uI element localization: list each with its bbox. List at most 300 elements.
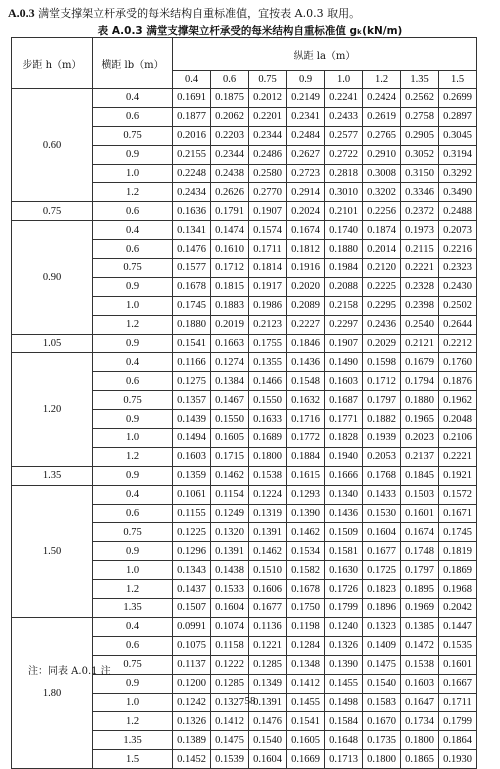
value-cell: 0.1965 xyxy=(401,410,439,429)
value-cell: 0.1274 xyxy=(211,353,249,372)
lb-cell: 0.6 xyxy=(93,240,173,259)
lb-cell: 1.2 xyxy=(93,447,173,466)
value-cell: 0.1875 xyxy=(211,89,249,108)
value-cell: 0.1678 xyxy=(173,277,211,296)
value-cell: 0.1677 xyxy=(363,542,401,561)
value-cell: 0.1907 xyxy=(325,334,363,353)
value-cell: 0.2818 xyxy=(325,164,363,183)
value-cell: 0.2062 xyxy=(211,107,249,126)
la-header-cell: 1.5 xyxy=(439,71,477,89)
value-cell: 0.1984 xyxy=(325,259,363,278)
value-cell: 0.2158 xyxy=(325,296,363,315)
value-cell: 0.1605 xyxy=(287,731,325,750)
value-cell: 0.3008 xyxy=(363,164,401,183)
value-cell: 0.1577 xyxy=(173,259,211,278)
value-cell: 0.1791 xyxy=(211,202,249,221)
value-cell: 0.1799 xyxy=(325,599,363,618)
value-cell: 0.1240 xyxy=(325,617,363,636)
value-cell: 0.1671 xyxy=(439,504,477,523)
value-cell: 0.2201 xyxy=(249,107,287,126)
value-cell: 0.2562 xyxy=(401,89,439,108)
value-cell: 0.2914 xyxy=(287,183,325,202)
value-cell: 0.1533 xyxy=(211,580,249,599)
value-cell: 0.1615 xyxy=(287,466,325,485)
value-cell: 0.2020 xyxy=(287,277,325,296)
value-cell: 0.1677 xyxy=(249,599,287,618)
value-cell: 0.1391 xyxy=(249,693,287,712)
value-cell: 0.1320 xyxy=(211,523,249,542)
lb-cell: 1.0 xyxy=(93,693,173,712)
lb-cell: 1.5 xyxy=(93,750,173,769)
value-cell: 0.1601 xyxy=(401,504,439,523)
value-cell: 0.1225 xyxy=(173,523,211,542)
table-row xyxy=(12,353,477,372)
value-cell: 0.1986 xyxy=(249,296,287,315)
value-cell: 0.2436 xyxy=(363,315,401,334)
value-cell: 0.2438 xyxy=(211,164,249,183)
value-cell: 0.1921 xyxy=(439,466,477,485)
value-cell: 0.2120 xyxy=(363,259,401,278)
value-cell: 0.1355 xyxy=(249,353,287,372)
value-cell: 0.1319 xyxy=(249,504,287,523)
value-cell: 0.1357 xyxy=(173,391,211,410)
value-cell: 0.2910 xyxy=(363,145,401,164)
step-cell: 0.60 xyxy=(12,89,93,202)
value-cell: 0.2203 xyxy=(211,126,249,145)
value-cell: 0.1812 xyxy=(287,240,325,259)
lb-cell: 0.4 xyxy=(93,89,173,108)
value-cell: 0.2398 xyxy=(401,296,439,315)
value-cell: 0.2580 xyxy=(249,164,287,183)
value-cell: 0.1689 xyxy=(249,429,287,448)
value-cell: 0.1475 xyxy=(211,731,249,750)
lb-cell: 0.6 xyxy=(93,504,173,523)
value-cell: 0.2344 xyxy=(211,145,249,164)
value-cell: 0.1412 xyxy=(211,712,249,731)
step-cell: 1.35 xyxy=(12,466,93,485)
value-cell: 0.2053 xyxy=(363,447,401,466)
value-cell: 0.1343 xyxy=(173,561,211,580)
value-cell: 0.1713 xyxy=(325,750,363,769)
la-header-cell: 1.35 xyxy=(401,71,439,89)
lb-cell: 1.0 xyxy=(93,561,173,580)
value-cell: 0.1490 xyxy=(325,353,363,372)
value-cell: 0.1412 xyxy=(287,674,325,693)
la-header-cell: 0.9 xyxy=(287,71,325,89)
value-cell: 0.1667 xyxy=(439,674,477,693)
value-cell: 0.1797 xyxy=(363,391,401,410)
value-cell: 0.1716 xyxy=(287,410,325,429)
la-header-cell: 0.4 xyxy=(173,71,211,89)
value-cell: 0.1633 xyxy=(249,410,287,429)
value-cell: 0.1869 xyxy=(439,561,477,580)
value-cell: 0.2121 xyxy=(401,334,439,353)
lb-cell: 0.6 xyxy=(93,202,173,221)
value-cell: 0.1439 xyxy=(173,410,211,429)
value-cell: 0.1772 xyxy=(287,429,325,448)
value-cell: 0.2073 xyxy=(439,221,477,240)
value-cell: 0.2019 xyxy=(211,315,249,334)
lb-cell: 0.75 xyxy=(93,523,173,542)
value-cell: 0.1474 xyxy=(211,221,249,240)
value-cell: 0.1630 xyxy=(325,561,363,580)
value-cell: 0.1800 xyxy=(249,447,287,466)
value-cell: 0.1447 xyxy=(439,617,477,636)
value-cell: 0.1647 xyxy=(401,693,439,712)
value-cell: 0.2297 xyxy=(325,315,363,334)
value-cell: 0.1740 xyxy=(325,221,363,240)
value-cell: 0.2644 xyxy=(439,315,477,334)
value-cell: 0.1541 xyxy=(173,334,211,353)
value-cell: 0.1137 xyxy=(173,655,211,674)
value-cell: 0.1939 xyxy=(363,429,401,448)
value-cell: 0.2626 xyxy=(211,183,249,202)
value-cell: 0.1670 xyxy=(363,712,401,731)
value-cell: 0.1327 xyxy=(211,693,249,712)
value-cell: 0.1242 xyxy=(173,693,211,712)
value-cell: 0.1535 xyxy=(439,636,477,655)
lb-cell: 0.9 xyxy=(93,277,173,296)
value-cell: 0.1882 xyxy=(363,410,401,429)
value-cell: 0.1326 xyxy=(325,636,363,655)
value-cell: 0.1323 xyxy=(363,617,401,636)
clause-number: A.0.3 xyxy=(8,6,35,20)
value-cell: 0.2323 xyxy=(439,259,477,278)
value-cell: 0.1940 xyxy=(325,447,363,466)
value-cell: 0.2227 xyxy=(287,315,325,334)
value-cell: 0.1917 xyxy=(249,277,287,296)
value-cell: 0.1507 xyxy=(173,599,211,618)
value-cell: 0.1916 xyxy=(287,259,325,278)
value-cell: 0.1340 xyxy=(325,485,363,504)
la-header-cell: 0.75 xyxy=(249,71,287,89)
value-cell: 0.2341 xyxy=(287,107,325,126)
value-cell: 0.2619 xyxy=(363,107,401,126)
value-cell: 0.2484 xyxy=(287,126,325,145)
value-cell: 0.1550 xyxy=(249,391,287,410)
value-cell: 0.1845 xyxy=(401,466,439,485)
value-cell: 0.1828 xyxy=(325,429,363,448)
value-cell: 0.2770 xyxy=(249,183,287,202)
value-cell: 0.2149 xyxy=(287,89,325,108)
lb-cell: 0.9 xyxy=(93,410,173,429)
value-cell: 0.1582 xyxy=(287,561,325,580)
value-cell: 0.1760 xyxy=(439,353,477,372)
table-row xyxy=(12,202,477,221)
value-cell: 0.1666 xyxy=(325,466,363,485)
lb-cell: 0.4 xyxy=(93,221,173,240)
value-cell: 0.1249 xyxy=(211,504,249,523)
lb-cell: 0.9 xyxy=(93,334,173,353)
value-cell: 0.3045 xyxy=(439,126,477,145)
step-cell: 0.75 xyxy=(12,202,93,221)
value-cell: 0.2328 xyxy=(401,277,439,296)
value-cell: 0.1799 xyxy=(439,712,477,731)
value-cell: 0.1509 xyxy=(325,523,363,542)
value-cell: 0.1284 xyxy=(287,636,325,655)
value-cell: 0.1341 xyxy=(173,221,211,240)
value-cell: 0.1605 xyxy=(211,429,249,448)
value-cell: 0.1814 xyxy=(249,259,287,278)
value-cell: 0.1503 xyxy=(401,485,439,504)
lb-cell: 1.2 xyxy=(93,712,173,731)
value-cell: 0.2295 xyxy=(363,296,401,315)
lb-cell: 1.2 xyxy=(93,315,173,334)
value-cell: 0.1877 xyxy=(173,107,211,126)
lb-cell: 0.6 xyxy=(93,107,173,126)
value-cell: 0.1874 xyxy=(363,221,401,240)
value-cell: 0.1819 xyxy=(439,542,477,561)
value-cell: 0.1823 xyxy=(363,580,401,599)
step-cell: 1.50 xyxy=(12,485,93,617)
lb-cell: 0.75 xyxy=(93,391,173,410)
value-cell: 0.1636 xyxy=(173,202,211,221)
value-cell: 0.1498 xyxy=(325,693,363,712)
lb-cell: 1.2 xyxy=(93,183,173,202)
value-cell: 0.2430 xyxy=(439,277,477,296)
value-cell: 0.2627 xyxy=(287,145,325,164)
value-cell: 0.1550 xyxy=(211,410,249,429)
value-cell: 0.1768 xyxy=(363,466,401,485)
value-cell: 0.2023 xyxy=(401,429,439,448)
value-cell: 0.1391 xyxy=(249,523,287,542)
lb-cell: 0.75 xyxy=(93,126,173,145)
value-cell: 0.1061 xyxy=(173,485,211,504)
value-cell: 0.1574 xyxy=(249,221,287,240)
value-cell: 0.1865 xyxy=(401,750,439,769)
value-cell: 0.1462 xyxy=(249,542,287,561)
value-cell: 0.1755 xyxy=(249,334,287,353)
value-cell: 0.1437 xyxy=(173,580,211,599)
step-cell: 1.80 xyxy=(12,617,93,768)
value-cell: 0.2012 xyxy=(249,89,287,108)
value-cell: 0.1538 xyxy=(249,466,287,485)
value-cell: 0.1846 xyxy=(287,334,325,353)
value-cell: 0.2155 xyxy=(173,145,211,164)
value-cell: 0.2577 xyxy=(325,126,363,145)
value-cell: 0.1436 xyxy=(287,353,325,372)
value-cell: 0.1711 xyxy=(249,240,287,259)
value-cell: 0.2212 xyxy=(439,334,477,353)
value-cell: 0.1075 xyxy=(173,636,211,655)
table-row xyxy=(12,221,477,240)
value-cell: 0.1800 xyxy=(363,750,401,769)
value-cell: 0.1548 xyxy=(287,372,325,391)
value-cell: 0.1476 xyxy=(249,712,287,731)
value-cell: 0.1390 xyxy=(287,504,325,523)
value-cell: 0.2089 xyxy=(287,296,325,315)
transverse-header: 横距 lb（m） xyxy=(93,38,173,89)
value-cell: 0.2248 xyxy=(173,164,211,183)
footnote: 注：同表 A.0.1 注 xyxy=(28,666,111,677)
value-cell: 0.1200 xyxy=(173,674,211,693)
value-cell: 0.1715 xyxy=(211,447,249,466)
value-cell: 0.1726 xyxy=(325,580,363,599)
value-cell: 0.1584 xyxy=(325,712,363,731)
dead-load-table xyxy=(11,37,477,769)
lb-cell: 0.75 xyxy=(93,259,173,278)
value-cell: 0.2123 xyxy=(249,315,287,334)
value-cell: 0.1224 xyxy=(249,485,287,504)
value-cell: 0.1604 xyxy=(211,599,249,618)
lb-cell: 0.9 xyxy=(93,466,173,485)
value-cell: 0.1734 xyxy=(401,712,439,731)
value-cell: 0.1539 xyxy=(211,750,249,769)
value-cell: 0.2048 xyxy=(439,410,477,429)
value-cell: 0.1074 xyxy=(211,617,249,636)
value-cell: 0.2488 xyxy=(439,202,477,221)
value-cell: 0.1711 xyxy=(439,693,477,712)
value-cell: 0.1154 xyxy=(211,485,249,504)
value-cell: 0.1222 xyxy=(211,655,249,674)
lb-cell: 1.0 xyxy=(93,429,173,448)
value-cell: 0.1603 xyxy=(401,674,439,693)
value-cell: 0.1745 xyxy=(439,523,477,542)
value-cell: 0.1462 xyxy=(287,523,325,542)
value-cell: 0.1725 xyxy=(363,561,401,580)
value-cell: 0.2765 xyxy=(363,126,401,145)
value-cell: 0.2758 xyxy=(401,107,439,126)
value-cell: 0.1969 xyxy=(401,599,439,618)
value-cell: 0.1436 xyxy=(325,504,363,523)
value-cell: 0.1748 xyxy=(401,542,439,561)
la-header-cell: 0.6 xyxy=(211,71,249,89)
value-cell: 0.1678 xyxy=(287,580,325,599)
la-header-cell: 1.2 xyxy=(363,71,401,89)
value-cell: 0.1438 xyxy=(211,561,249,580)
value-cell: 0.1530 xyxy=(363,504,401,523)
value-cell: 0.1348 xyxy=(287,655,325,674)
value-cell: 0.1466 xyxy=(249,372,287,391)
value-cell: 0.2014 xyxy=(363,240,401,259)
value-cell: 0.1384 xyxy=(211,372,249,391)
value-cell: 0.2024 xyxy=(287,202,325,221)
table-row xyxy=(12,89,477,108)
value-cell: 0.1359 xyxy=(173,466,211,485)
value-cell: 0.3292 xyxy=(439,164,477,183)
value-cell: 0.1648 xyxy=(325,731,363,750)
value-cell: 0.1815 xyxy=(211,277,249,296)
value-cell: 0.0991 xyxy=(173,617,211,636)
value-cell: 0.1669 xyxy=(287,750,325,769)
value-cell: 0.1390 xyxy=(325,655,363,674)
table-row xyxy=(12,617,477,636)
value-cell: 0.1884 xyxy=(287,447,325,466)
value-cell: 0.1385 xyxy=(401,617,439,636)
value-cell: 0.1409 xyxy=(363,636,401,655)
lb-cell: 0.4 xyxy=(93,485,173,504)
value-cell: 0.1538 xyxy=(401,655,439,674)
value-cell: 0.1794 xyxy=(401,372,439,391)
value-cell: 0.1166 xyxy=(173,353,211,372)
step-cell: 1.20 xyxy=(12,353,93,466)
value-cell: 0.1663 xyxy=(211,334,249,353)
lb-cell: 1.0 xyxy=(93,296,173,315)
lb-cell: 1.0 xyxy=(93,164,173,183)
value-cell: 0.1930 xyxy=(439,750,477,769)
value-cell: 0.1735 xyxy=(363,731,401,750)
value-cell: 0.3490 xyxy=(439,183,477,202)
value-cell: 0.1541 xyxy=(287,712,325,731)
value-cell: 0.1285 xyxy=(211,674,249,693)
value-cell: 0.1797 xyxy=(401,561,439,580)
la-header-cell: 1.0 xyxy=(325,71,363,89)
value-cell: 0.2221 xyxy=(401,259,439,278)
value-cell: 0.2088 xyxy=(325,277,363,296)
lb-cell: 0.4 xyxy=(93,353,173,372)
value-cell: 0.3346 xyxy=(401,183,439,202)
value-cell: 0.2115 xyxy=(401,240,439,259)
value-cell: 0.1540 xyxy=(249,731,287,750)
value-cell: 0.2486 xyxy=(249,145,287,164)
lb-cell: 0.75 xyxy=(93,655,173,674)
value-cell: 0.2502 xyxy=(439,296,477,315)
value-cell: 0.1604 xyxy=(249,750,287,769)
value-cell: 0.1510 xyxy=(249,561,287,580)
value-cell: 0.3052 xyxy=(401,145,439,164)
value-cell: 0.2897 xyxy=(439,107,477,126)
value-cell: 0.1674 xyxy=(287,221,325,240)
lb-cell: 1.35 xyxy=(93,599,173,618)
value-cell: 0.2016 xyxy=(173,126,211,145)
lb-cell: 0.9 xyxy=(93,542,173,561)
value-cell: 0.1679 xyxy=(401,353,439,372)
step-cell: 1.05 xyxy=(12,334,93,353)
table-caption: 表 A.0.3 满堂支撑架立杆承受的每米结构自重标准值 gₖ(kN/m) xyxy=(97,25,403,37)
page-number: 58 xyxy=(244,695,256,707)
value-cell: 0.1136 xyxy=(249,617,287,636)
value-cell: 0.1610 xyxy=(211,240,249,259)
value-cell: 0.1604 xyxy=(363,523,401,542)
value-cell: 0.1745 xyxy=(173,296,211,315)
value-cell: 0.1455 xyxy=(287,693,325,712)
value-cell: 0.2723 xyxy=(287,164,325,183)
value-cell: 0.1494 xyxy=(173,429,211,448)
value-cell: 0.1433 xyxy=(363,485,401,504)
value-cell: 0.1674 xyxy=(401,523,439,542)
value-cell: 0.1475 xyxy=(363,655,401,674)
value-cell: 0.2241 xyxy=(325,89,363,108)
value-cell: 0.2029 xyxy=(363,334,401,353)
value-cell: 0.2344 xyxy=(249,126,287,145)
value-cell: 0.1462 xyxy=(211,466,249,485)
value-cell: 0.3194 xyxy=(439,145,477,164)
value-cell: 0.2225 xyxy=(363,277,401,296)
lb-cell: 1.35 xyxy=(93,731,173,750)
value-cell: 0.1876 xyxy=(439,372,477,391)
value-cell: 0.1391 xyxy=(211,542,249,561)
value-cell: 0.1598 xyxy=(363,353,401,372)
value-cell: 0.1155 xyxy=(173,504,211,523)
value-cell: 0.1275 xyxy=(173,372,211,391)
table-row xyxy=(12,485,477,504)
lb-cell: 0.6 xyxy=(93,372,173,391)
value-cell: 0.1687 xyxy=(325,391,363,410)
value-cell: 0.2106 xyxy=(439,429,477,448)
value-cell: 0.1800 xyxy=(401,731,439,750)
lb-cell: 1.2 xyxy=(93,580,173,599)
value-cell: 0.1476 xyxy=(173,240,211,259)
value-cell: 0.1962 xyxy=(439,391,477,410)
value-cell: 0.2101 xyxy=(325,202,363,221)
value-cell: 0.1968 xyxy=(439,580,477,599)
value-cell: 0.2216 xyxy=(439,240,477,259)
value-cell: 0.1221 xyxy=(249,636,287,655)
value-cell: 0.2540 xyxy=(401,315,439,334)
value-cell: 0.1285 xyxy=(249,655,287,674)
value-cell: 0.3150 xyxy=(401,164,439,183)
lb-cell: 0.9 xyxy=(93,674,173,693)
